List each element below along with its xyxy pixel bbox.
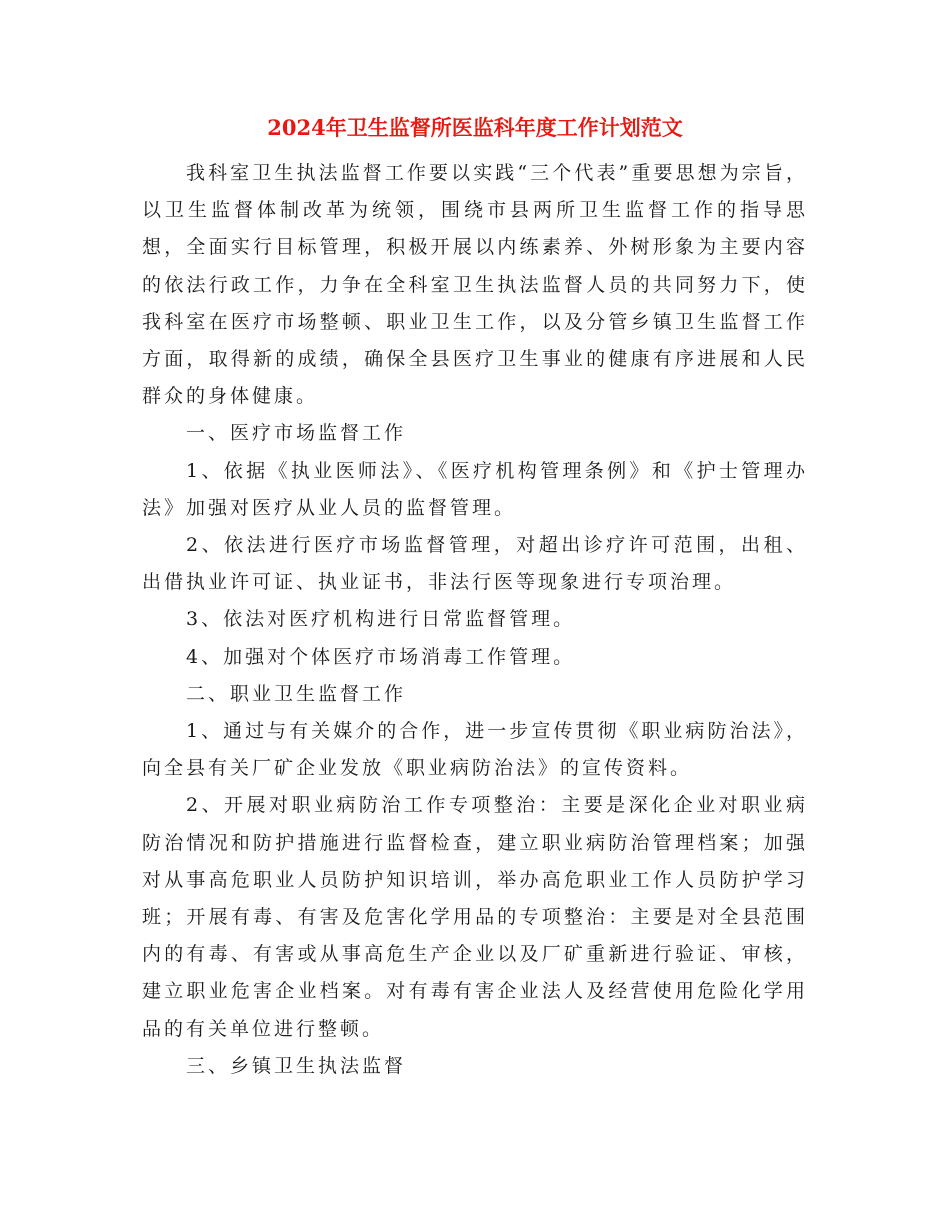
paragraph-item: 3、依法对医疗机构进行日常监督管理。: [186, 608, 576, 631]
paragraph-intro: 我科室卫生执法监督工作要以实践“三个代表”重要思想为宗旨，以卫生监督体制改革为统领，围绕市县两所卫生监督工作的指导思想，全面实行目标管理，积极开展以内练素养、外树形象为主要内容的依法行政工作，力争在全科室卫生执法监督人员的共同努力下，使我科室在医疗市场整顿、职业卫生工作，以及分管乡镇卫生监督工作方面，取得新的成绩，确保全县医疗卫生事业的健康有序进展和人民群众的身体健康。: [142, 162, 808, 408]
paragraph-item: 2、开展对职业病防治工作专项整治：主要是深化企业对职业病防治情况和防护措施进行监督检查，建立职业病防治管理档案；加强对从事高危职业人员防护知识培训，举办高危职业工作人员防护学习班；开展有毒、有害及危害化学用品的专项整治：主要是对全县范围内的有毒、有害或从事高危生产企业以及厂矿重新进行验证、审核，建立职业危害企业档案。对有毒有害企业法人及经营使用危险化学用品的有关单位进行整顿。: [142, 794, 808, 1040]
paragraph-item: 4、加强对个体医疗市场消毒工作管理。: [186, 645, 576, 668]
document-title: 2024年卫生监督所医监科年度工作计划范文: [267, 115, 683, 140]
document-body: [142, 155, 808, 1085]
paragraph-item: 1、通过与有关媒介的合作，进一步宣传贯彻《职业病防治法》，向全县有关厂矿企业发放《职业病防治法》的宣传资料。: [142, 720, 808, 780]
paragraph-item: 1、依据《执业医师法》、《医疗机构管理条例》和《护士管理办法》加强对医疗从业人员的监督管理。: [142, 459, 808, 519]
section-heading-2: 二、职业卫生监督工作: [186, 682, 407, 705]
section-heading-3: 三、乡镇卫生执法监督: [186, 1054, 407, 1077]
paragraph-item: 2、依法进行医疗市场监督管理，对超出诊疗许可范围，出租、出借执业许可证、执业证书，非法行医等现象进行专项治理。: [142, 534, 808, 594]
section-heading-1: 一、医疗市场监督工作: [186, 422, 407, 445]
